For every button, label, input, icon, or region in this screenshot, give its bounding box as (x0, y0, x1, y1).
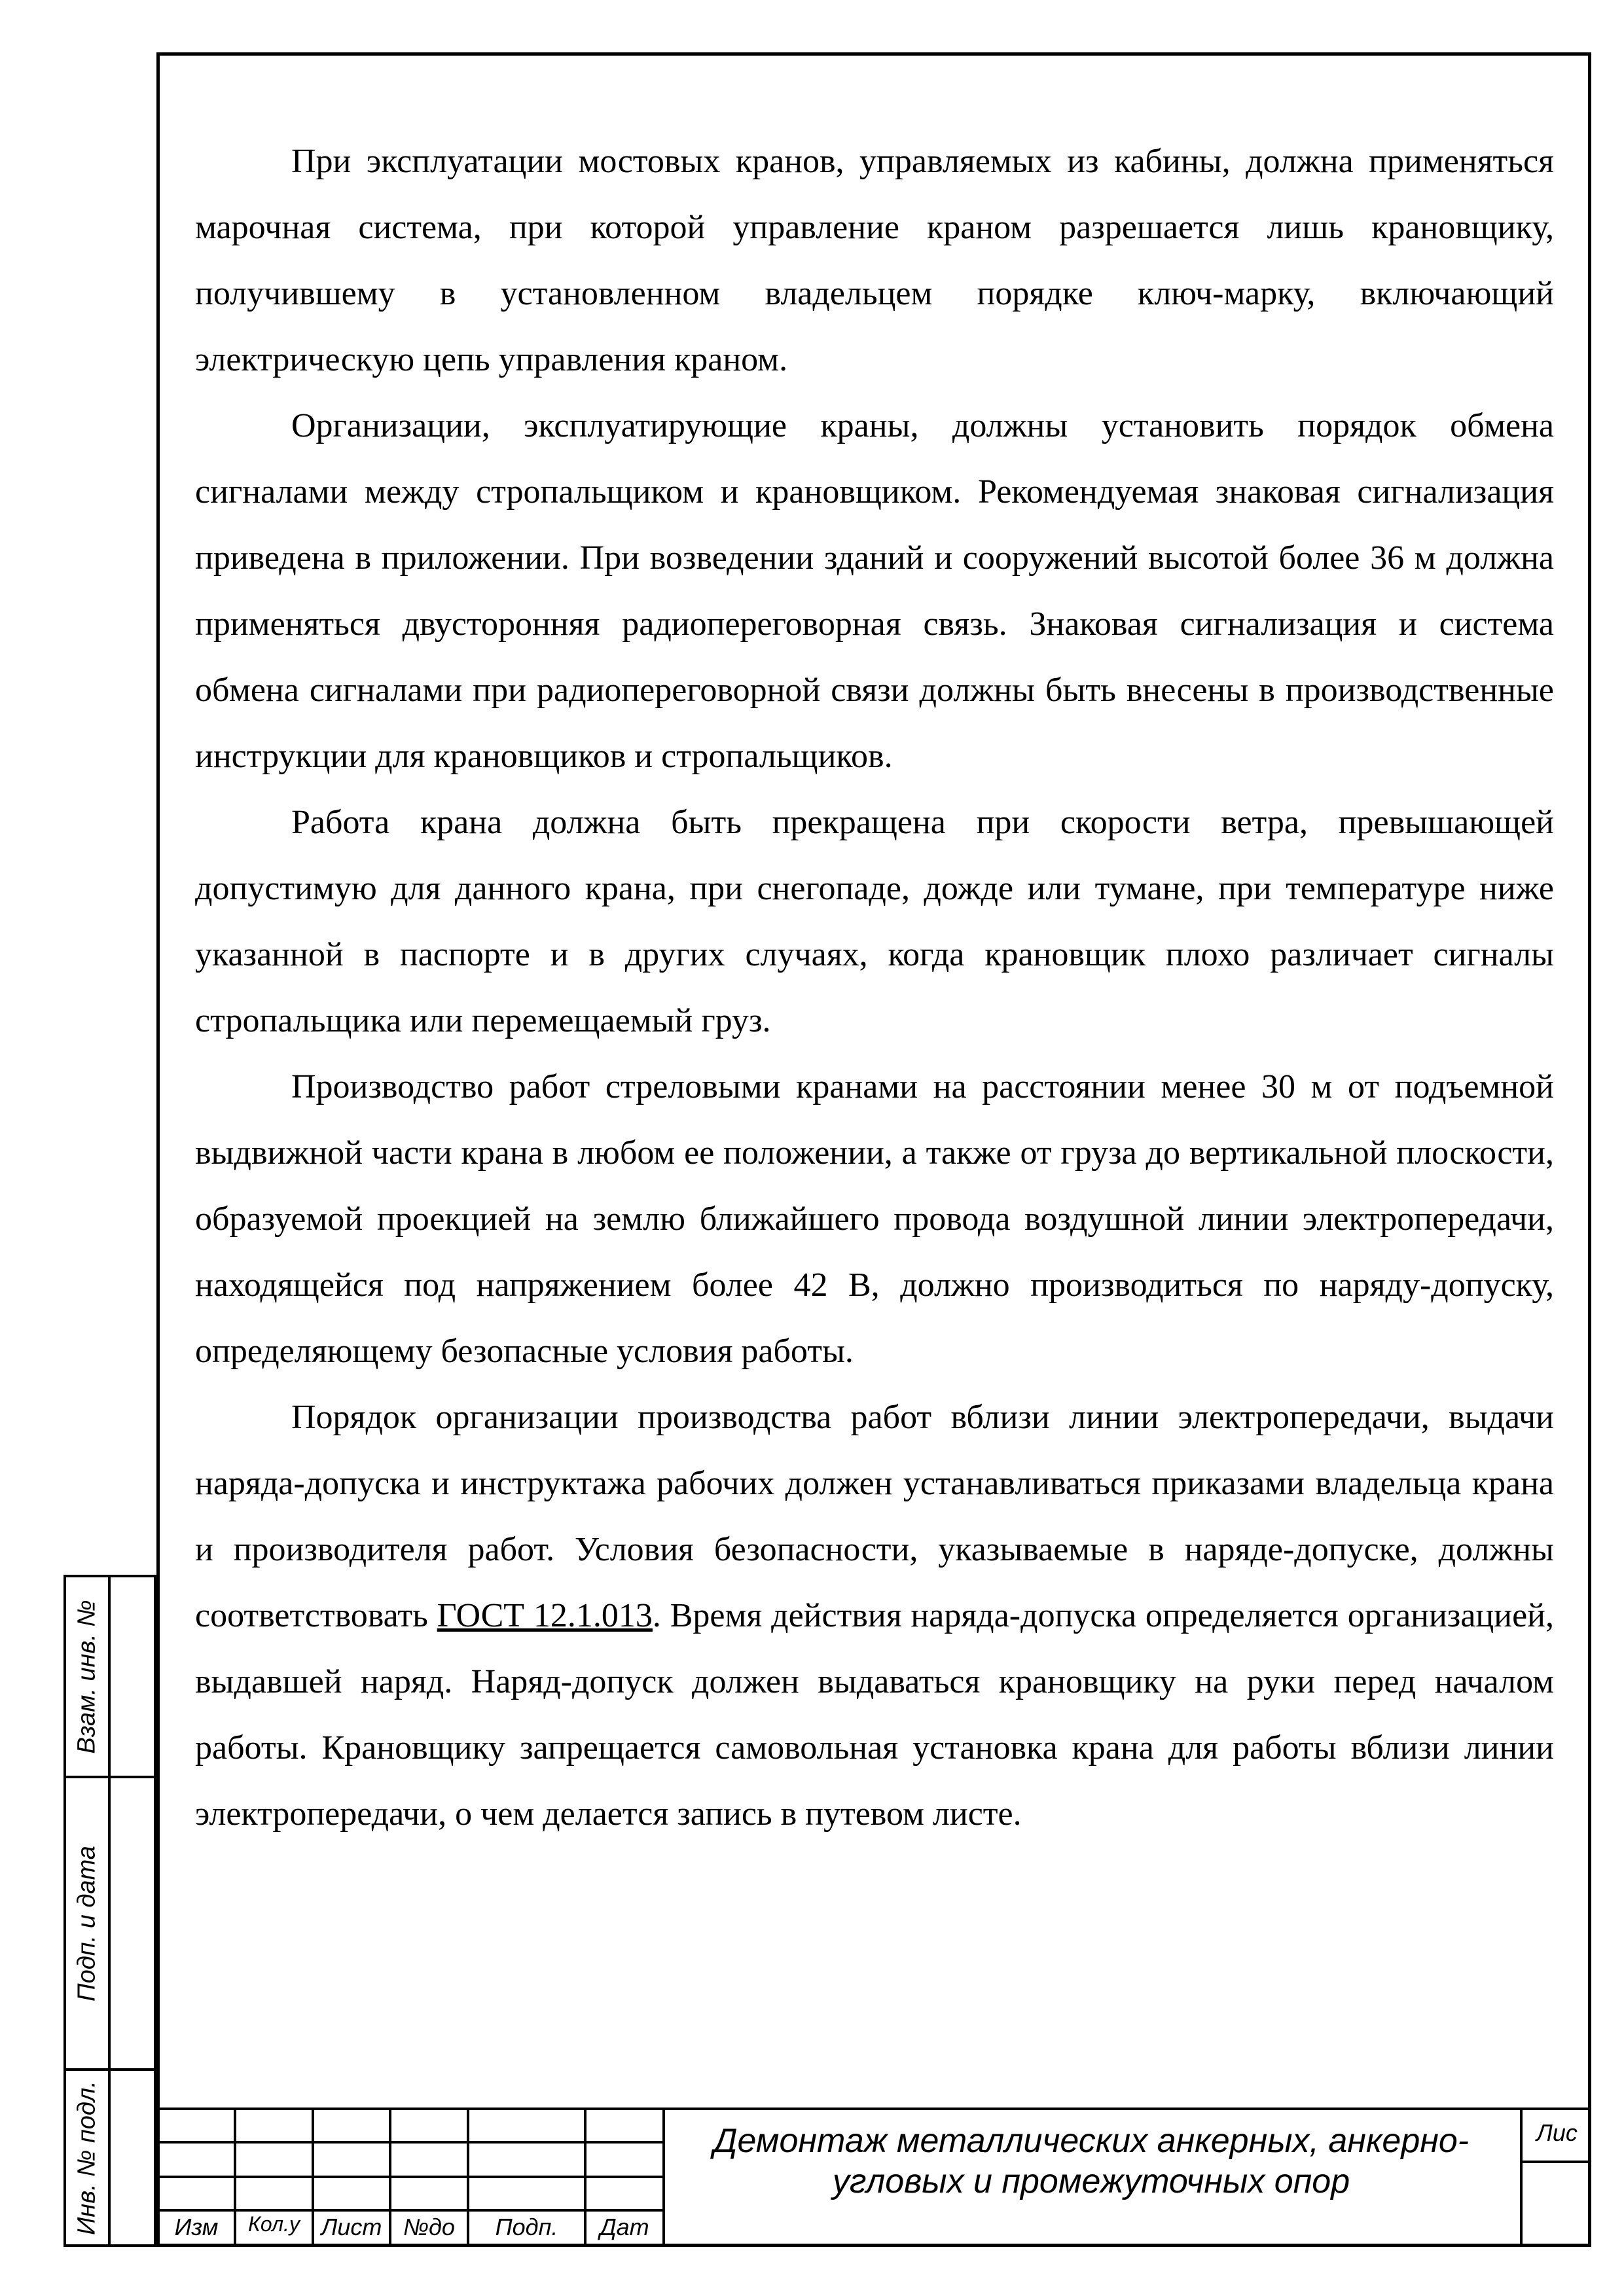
paragraph-5 (195, 1384, 1554, 1847)
gost-reference-link[interactable]: ГОСТ 12.1.013 (437, 1597, 653, 1634)
label-kolu: Кол.у (248, 2212, 300, 2236)
paragraph-1: При эксплуатации мостовых кранов, управляемых из кабины, должна применяться марочная система, при которой управление краном разрешается лишь крановщику, получившему в установленном владельцем порядке ключ-марку, включающий электрическую цепь управления краном. (195, 143, 1554, 378)
side-label-inv: Инв. № подл. (73, 2080, 101, 2235)
document-title: Демонтаж металлических анкерных, анкерно-угловых и промежуточных опор (713, 2122, 1470, 2200)
paragraph-5-start: Порядок организации производства работ вблизи линии электропередачи, выдачи наряда-допуска и инструктажа рабочих должен устанавливаться приказами владельца крана и производителя работ. Условия безопасности, указываемые в наряде-допуске, должны соответствовать (195, 1399, 1554, 1634)
label-podp: Подп. (495, 2214, 558, 2240)
paragraph-4: Производство работ стреловыми кранами на расстоянии менее 30 м от подъемной выдвижной части крана в любом ее положении, а также от груза до вертикальной плоскости, образуемой проекцией на землю ближайшего провода воздушной линии электропередачи, находящейся под напряжением более 42 В, должно производиться по наряду-допуску, определяющему безопасные условия работы. (195, 1068, 1554, 1370)
side-label-vzam: Взам. инв. № (73, 1599, 101, 1754)
body-text (195, 128, 1554, 1847)
label-data: Дат (600, 2214, 649, 2240)
label-izm: Изм (174, 2214, 219, 2240)
label-ndoc: №до (403, 2214, 455, 2240)
side-cell-vzam (63, 1575, 156, 1778)
side-cell-inv (63, 2068, 156, 2247)
label-sheet: Лис (1536, 2119, 1578, 2146)
paragraph-5-end: . Время действия наряда-допуска определяется организацией, выдавшей наряд. Наряд-допуск должен выдаваться крановщику на руки перед началом работы. Крановщику запрещается самовольная установка крана для работы вблизи линии электропередачи, о чем делается запись в путевом листе. (195, 1597, 1554, 1833)
side-cell-podp (63, 1776, 156, 2071)
paragraph-3: Работа крана должна быть прекращена при скорости ветра, превышающей допустимую для данного крана, при снегопаде, дожде или тумане, при температуре ниже указанной в паспорте и в других случаях, когда крановщик плохо различает сигналы стропальщика или перемещаемый груз. (195, 804, 1554, 1039)
paragraph-2: Организации, эксплуатирующие краны, должны установить порядок обмена сигналами между стропальщиком и крановщиком. Рекомендуемая знаковая сигнализация приведена в приложении. При возведении зданий и сооружений высотой более 36 м должна применяться двусторонняя радиопереговорная связь. Знаковая сигнализация и система обмена сигналами при радиопереговорной связи должны быть внесены в производственные инструкции для крановщиков и стропальщиков. (195, 407, 1554, 775)
side-label-podp: Подп. и дата (73, 1845, 101, 2001)
label-list: Лист (321, 2214, 382, 2240)
